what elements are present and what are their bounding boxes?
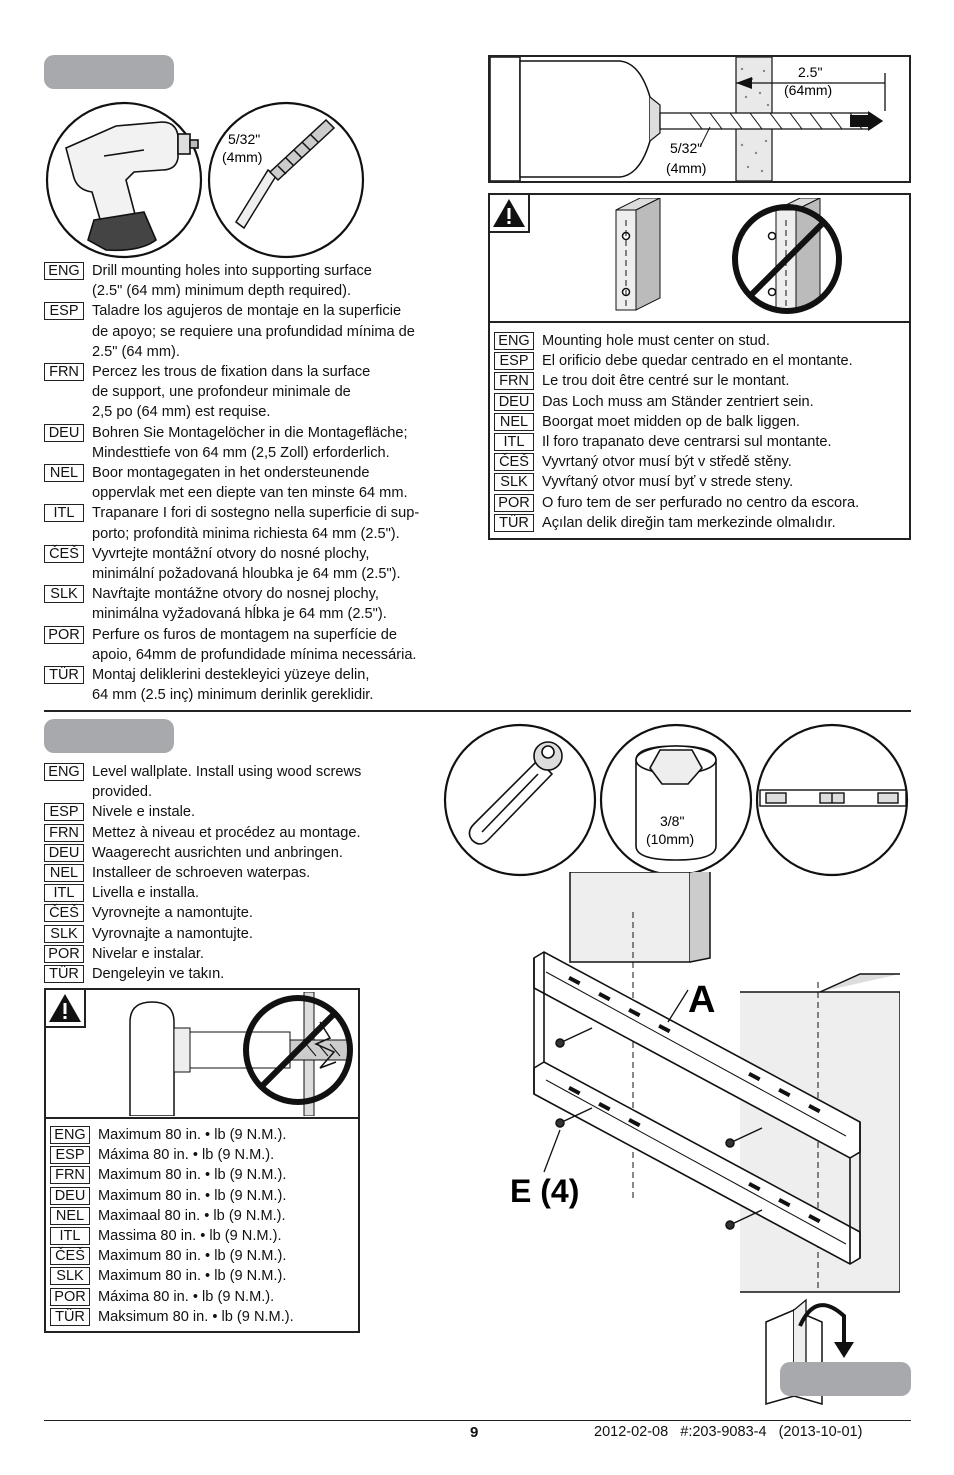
instruction-row bbox=[44, 903, 444, 923]
instruction-row bbox=[44, 362, 474, 423]
language-code: ITL bbox=[50, 1227, 90, 1245]
torque-warning-divider bbox=[46, 1117, 358, 1119]
language-code: FRN bbox=[44, 824, 84, 842]
instruction-row bbox=[50, 1246, 355, 1266]
instruction-line: Bohren Sie Montagelöcher in die Montagefläche; bbox=[92, 424, 408, 441]
language-code: DEU bbox=[494, 393, 534, 411]
instruction-line: porto; profondità minima richiesta 64 mm (2.5"). bbox=[92, 525, 400, 542]
instruction-line: Installeer de schroeven waterpas. bbox=[92, 865, 311, 882]
instruction-row bbox=[494, 493, 906, 513]
instruction-line: minimálna vyžadovaná hĺbka je 64 mm (2.5"). bbox=[92, 606, 387, 623]
instruction-line: Vyvrtejte montážní otvory do nosné plochy, bbox=[92, 545, 370, 562]
instruction-text bbox=[92, 863, 444, 883]
instruction-line: (2.5" (64 mm) minimum depth required). bbox=[92, 283, 352, 300]
instruction-row bbox=[50, 1145, 355, 1165]
drill-bit-illustration bbox=[206, 100, 366, 260]
language-code: FRN bbox=[494, 372, 534, 390]
language-code: ITL bbox=[44, 884, 84, 902]
instruction-row bbox=[50, 1266, 355, 1286]
language-code: DEU bbox=[44, 844, 84, 862]
instruction-line: Perfure os furos de montagem na superfície de bbox=[92, 626, 398, 643]
language-code: POR bbox=[44, 626, 84, 644]
language-code: ENG bbox=[44, 262, 84, 280]
language-code: ESP bbox=[50, 1146, 90, 1164]
bit-label-metric: (4mm) bbox=[666, 160, 707, 176]
instruction-row bbox=[44, 843, 444, 863]
instruction-text bbox=[92, 924, 444, 944]
instruction-row bbox=[494, 432, 906, 452]
instruction-row bbox=[494, 392, 906, 412]
instruction-line: 64 mm (2.5 inç) minimum derinlik gereklidir. bbox=[92, 687, 374, 704]
instruction-text: O furo tem de ser perfurado no centro da escora. bbox=[542, 494, 860, 511]
instruction-row bbox=[44, 625, 474, 665]
instruction-text bbox=[92, 883, 444, 903]
instruction-row bbox=[44, 802, 444, 822]
depth-label-metric: (64mm) bbox=[784, 82, 833, 98]
instruction-line: Vyrovnajte a namontujte. bbox=[92, 925, 253, 942]
depth-diagram bbox=[490, 57, 909, 181]
instruction-text bbox=[92, 843, 444, 863]
instruction-row bbox=[44, 301, 474, 362]
instruction-text: Maximum 80 in. • lb (9 N.M.). bbox=[98, 1187, 287, 1204]
instruction-row bbox=[44, 924, 444, 944]
language-code: ITL bbox=[44, 504, 84, 522]
instruction-row bbox=[44, 584, 474, 624]
language-code: TÜR bbox=[44, 965, 84, 983]
instruction-text: Massima 80 in. • lb (9 N.M.). bbox=[98, 1228, 282, 1245]
instruction-line: Level wallplate. Install using wood screws bbox=[92, 764, 362, 780]
label-a: A bbox=[688, 979, 716, 1021]
instruction-row bbox=[44, 944, 444, 964]
instruction-line: Livella e installa. bbox=[92, 885, 200, 902]
language-code: ESP bbox=[494, 352, 534, 370]
instruction-text: Le trou doit être centré sur le montant. bbox=[542, 373, 790, 390]
instruction-row bbox=[50, 1125, 355, 1145]
depth-label: 2.5" bbox=[798, 64, 823, 80]
instruction-line: Montaj deliklerini destekleyici yüzeye delin, bbox=[92, 667, 370, 684]
instruction-line: Trapanare I fori di sostegno nella superficie di sup- bbox=[92, 505, 420, 522]
label-e: E (4) bbox=[510, 1173, 580, 1209]
language-code: ENG bbox=[44, 763, 84, 781]
instruction-text bbox=[92, 625, 474, 665]
stud-warning-divider bbox=[490, 321, 909, 323]
instruction-line: Boor montagegaten in het ondersteunende bbox=[92, 465, 370, 482]
instruction-row bbox=[44, 423, 474, 463]
instruction-line: Navŕtajte montážne otvory do nosnej plochy, bbox=[92, 586, 379, 603]
socket-size-metric: (10mm) bbox=[646, 831, 695, 847]
instruction-text bbox=[92, 463, 474, 503]
instruction-line: Drill mounting holes into supporting surface bbox=[92, 263, 372, 279]
language-code: NEL bbox=[494, 413, 534, 431]
instruction-text bbox=[92, 762, 444, 802]
language-code: ČEŠ bbox=[44, 545, 84, 563]
instruction-line: 2,5 po (64 mm) est requise. bbox=[92, 404, 271, 421]
step2-header-pill bbox=[44, 719, 174, 753]
instruction-row bbox=[44, 665, 474, 705]
instruction-text bbox=[92, 964, 444, 984]
instruction-text: Maximum 80 in. • lb (9 N.M.). bbox=[98, 1167, 287, 1184]
instruction-text: Mounting hole must center on stud. bbox=[542, 333, 770, 349]
language-code: ITL bbox=[494, 433, 534, 451]
instruction-row bbox=[44, 823, 444, 843]
instruction-row bbox=[44, 762, 444, 802]
language-code: FRN bbox=[44, 363, 84, 381]
language-code: DEU bbox=[44, 424, 84, 442]
instruction-row bbox=[50, 1307, 355, 1327]
ratchet-illustration bbox=[442, 722, 598, 878]
instruction-text bbox=[92, 944, 444, 964]
instruction-line: de support, une profondeur minimale de bbox=[92, 384, 351, 401]
language-code: TÜR bbox=[494, 514, 534, 532]
page-number: 9 bbox=[470, 1424, 479, 1441]
instruction-line: Dengeleyin ve takın. bbox=[92, 966, 225, 983]
instruction-text: Das Loch muss am Ständer zentriert sein. bbox=[542, 393, 814, 410]
language-code: POR bbox=[50, 1288, 90, 1306]
drill-illustration bbox=[44, 100, 204, 260]
instruction-row bbox=[50, 1287, 355, 1307]
instruction-line: Nivelar e instalar. bbox=[92, 945, 204, 962]
level-icon bbox=[760, 790, 906, 806]
instruction-text: Maximum 80 in. • lb (9 N.M.). bbox=[98, 1127, 287, 1143]
wallplate-mounting-diagram bbox=[500, 872, 900, 1312]
instruction-text bbox=[92, 823, 444, 843]
instruction-text bbox=[92, 802, 444, 822]
instruction-line: 2.5" (64 mm). bbox=[92, 343, 180, 360]
instruction-row bbox=[44, 544, 474, 584]
language-code: TÜR bbox=[50, 1308, 90, 1326]
over-torque-diagram bbox=[110, 992, 358, 1116]
language-code: POR bbox=[44, 945, 84, 963]
footer-rule bbox=[44, 1420, 911, 1421]
step2-instructions bbox=[44, 762, 444, 984]
instruction-line: de apoyo; se requiere una profundidad mínima de bbox=[92, 323, 415, 340]
instruction-text bbox=[92, 261, 474, 301]
instruction-text: Maksimum 80 in. • lb (9 N.M.). bbox=[98, 1308, 294, 1325]
instruction-line: Nivele e instale. bbox=[92, 804, 196, 821]
language-code: ESP bbox=[44, 302, 84, 320]
language-code: ČEŠ bbox=[494, 453, 534, 471]
instruction-text bbox=[92, 301, 474, 362]
language-code: SLK bbox=[494, 473, 534, 491]
instruction-row bbox=[494, 371, 906, 391]
language-code: ČEŠ bbox=[44, 904, 84, 922]
instruction-row bbox=[494, 331, 906, 351]
instruction-row bbox=[44, 503, 474, 543]
instruction-row bbox=[494, 351, 906, 371]
torque-warning-icon bbox=[44, 988, 86, 1028]
stud-correct bbox=[616, 198, 660, 310]
language-code: SLK bbox=[44, 585, 84, 603]
instruction-row bbox=[494, 472, 906, 492]
language-code: SLK bbox=[50, 1267, 90, 1285]
instruction-row bbox=[50, 1186, 355, 1206]
drill-bit-size-label: 5/32" bbox=[228, 131, 261, 147]
instruction-text bbox=[92, 544, 474, 584]
instruction-text: Vyvŕtaný otvor musí byť v strede steny. bbox=[542, 474, 794, 491]
language-code: ENG bbox=[494, 332, 534, 350]
step1-instructions bbox=[44, 261, 474, 705]
doc-info: 2012-02-08 #:203-9083-4 (2013-10-01) bbox=[594, 1424, 863, 1440]
instruction-text: Maximum 80 in. • lb (9 N.M.). bbox=[98, 1248, 287, 1265]
stud-diagram bbox=[600, 198, 870, 318]
instruction-text: El orificio debe quedar centrado en el montante. bbox=[542, 353, 853, 370]
instruction-row bbox=[494, 452, 906, 472]
language-code: NEL bbox=[44, 864, 84, 882]
instruction-row bbox=[50, 1226, 355, 1246]
language-code: DEU bbox=[50, 1187, 90, 1205]
step1-header-pill bbox=[44, 55, 174, 89]
language-code: SLK bbox=[44, 925, 84, 943]
language-code: NEL bbox=[44, 464, 84, 482]
instruction-line: minimální požadovaná hloubka je 64 mm (2.5"). bbox=[92, 566, 401, 583]
language-code: ENG bbox=[50, 1126, 90, 1144]
warning-icon bbox=[488, 193, 530, 233]
instruction-text bbox=[92, 503, 474, 543]
socket-size-label: 3/8" bbox=[660, 813, 685, 829]
next-step-pill bbox=[780, 1362, 911, 1396]
instruction-text: Açılan delik direğin tam merkezinde olmalıdır. bbox=[542, 514, 836, 531]
instruction-text: Boorgat moet midden op de balk liggen. bbox=[542, 413, 800, 430]
language-code: ČEŠ bbox=[50, 1247, 90, 1265]
instruction-text bbox=[92, 665, 474, 705]
instruction-line: provided. bbox=[92, 784, 153, 801]
instruction-row bbox=[494, 513, 906, 533]
instruction-text bbox=[92, 423, 474, 463]
instruction-row bbox=[494, 412, 906, 432]
instruction-line: Mindesttiefe von 64 mm (2,5 Zoll) erforderlich. bbox=[92, 444, 390, 461]
language-code: ESP bbox=[44, 803, 84, 821]
instruction-line: Percez les trous de fixation dans la surface bbox=[92, 364, 371, 381]
instruction-row bbox=[44, 261, 474, 301]
instruction-text: Il foro trapanato deve centrarsi sul montante. bbox=[542, 434, 832, 451]
instruction-text: Vyvrtaný otvor musí být v středě stěny. bbox=[542, 454, 792, 471]
instruction-row bbox=[50, 1165, 355, 1185]
instruction-text: Máxima 80 in. • lb (9 N.M.). bbox=[98, 1288, 275, 1305]
language-code: NEL bbox=[50, 1207, 90, 1225]
drill-bit-size-metric: (4mm) bbox=[222, 149, 263, 165]
instruction-text bbox=[92, 362, 474, 423]
instruction-text: Máxima 80 in. • lb (9 N.M.). bbox=[98, 1147, 275, 1164]
instruction-row bbox=[50, 1206, 355, 1226]
language-code: TÜR bbox=[44, 666, 84, 684]
instruction-row bbox=[44, 463, 474, 503]
instruction-line: Taladre los agujeros de montaje en la superficie bbox=[92, 303, 402, 320]
instruction-row bbox=[44, 883, 444, 903]
level-illustration bbox=[754, 722, 910, 878]
instruction-line: Vyrovnejte a namontujte. bbox=[92, 905, 253, 922]
torque-warning-instructions bbox=[50, 1125, 355, 1327]
language-code: FRN bbox=[50, 1166, 90, 1184]
bit-label: 5/32" bbox=[670, 140, 703, 156]
instruction-text bbox=[92, 903, 444, 923]
instruction-row bbox=[44, 863, 444, 883]
instruction-line: oppervlak met een diepte van ten minste 64 mm. bbox=[92, 485, 408, 502]
instruction-line: apoio, 64mm de profundidade mínima necessária. bbox=[92, 646, 417, 663]
language-code: POR bbox=[494, 494, 534, 512]
instruction-text: Maximum 80 in. • lb (9 N.M.). bbox=[98, 1268, 287, 1285]
stud-warning-instructions bbox=[494, 331, 906, 533]
instruction-row bbox=[44, 964, 444, 984]
instruction-line: Waagerecht ausrichten und anbringen. bbox=[92, 844, 343, 861]
instruction-text: Maximaal 80 in. • lb (9 N.M.). bbox=[98, 1207, 286, 1224]
section-divider bbox=[44, 710, 911, 712]
instruction-text bbox=[92, 584, 474, 624]
socket-illustration bbox=[598, 722, 754, 878]
instruction-line: Mettez à niveau et procédez au montage. bbox=[92, 824, 361, 841]
